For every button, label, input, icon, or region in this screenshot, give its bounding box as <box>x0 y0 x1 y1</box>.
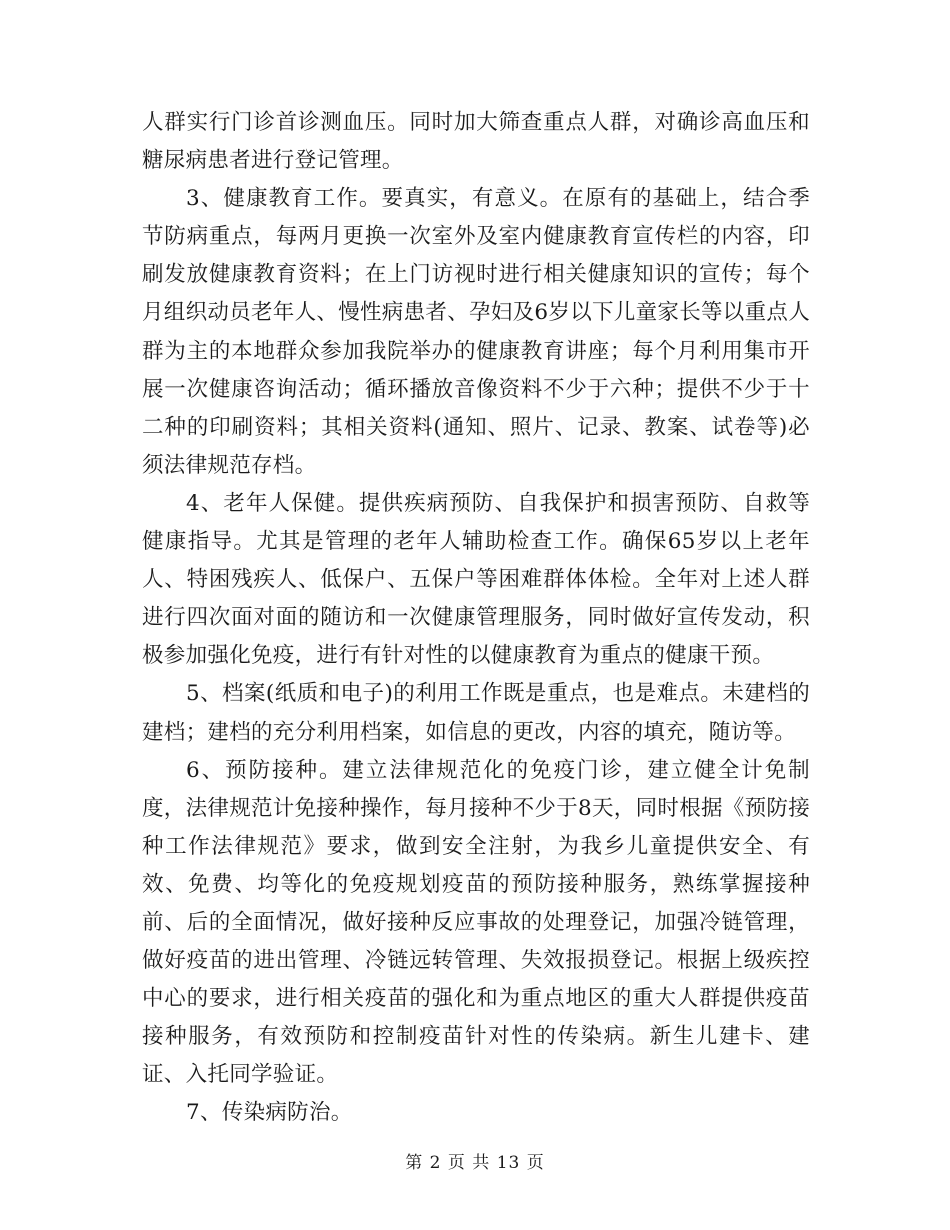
document-body <box>142 104 810 1133</box>
paragraph-archives: 5、档案(纸质和电子)的利用工作既是重点，也是难点。未建档的建档；建档的充分利用档案，如信息的更改，内容的填充，随访等。 <box>142 681 810 745</box>
paragraph-infectious-disease: 7、传染病防治。 <box>186 1100 353 1126</box>
paragraph-health-education: 3、健康教育工作。要真实，有意义。在原有的基础上，结合季节防病重点，每两月更换一次室外及室内健康教育宣传栏的内容，印刷发放健康教育资料；在上门访视时进行相关健康知识的宣传；每个月组织动员老年人、慢性病患者、孕妇及6岁以下儿童家长等以重点人群为主的本地群众参加我院举办的健康教育讲座；每个月利用集市开展一次健康咨询活动；循环播放音像资料不少于六种；提供不少于十二种的印刷资料；其相关资料(通知、照片、记录、教案、试卷等)必须法律规范存档。 <box>142 186 810 478</box>
paragraph-elderly-care: 4、老年人保健。提供疾病预防、自我保护和损害预防、自救等健康指导。尤其是管理的老年人辅助检查工作。确保65岁以上老年人、特困残疾人、低保户、五保户等困难群体体检。全年对上述人群进行四次面对面的随访和一次健康管理服务，同时做好宣传发动，积极参加强化免疫，进行有针对性的以健康教育为重点的健康干预。 <box>142 490 810 669</box>
paragraph-continuation: 人群实行门诊首诊测血压。同时加大筛查重点人群，对确诊高血压和糖尿病患者进行登记管理。 <box>142 110 810 174</box>
paragraph-vaccination: 6、预防接种。建立法律规范化的免疫门诊，建立健全计免制度，法律规范计免接种操作，每月接种不少于8天，同时根据《预防接种工作法律规范》要求，做到安全注射，为我乡儿童提供安全、有效、免费、均等化的免疫规划疫苗的预防接种服务，熟练掌握接种前、后的全面情况，做好接种反应事故的处理登记，加强冷链管理，做好疫苗的进出管理、冷链远转管理、失效报损登记。根据上级疾控中心的要求，进行相关疫苗的强化和为重点地区的重大人群提供疫苗接种服务，有效预防和控制疫苗针对性的传染病。新生儿建卡、建证、入托同学验证。 <box>142 757 810 1088</box>
page-footer: 第 2 页 共 13 页 <box>405 1153 545 1173</box>
